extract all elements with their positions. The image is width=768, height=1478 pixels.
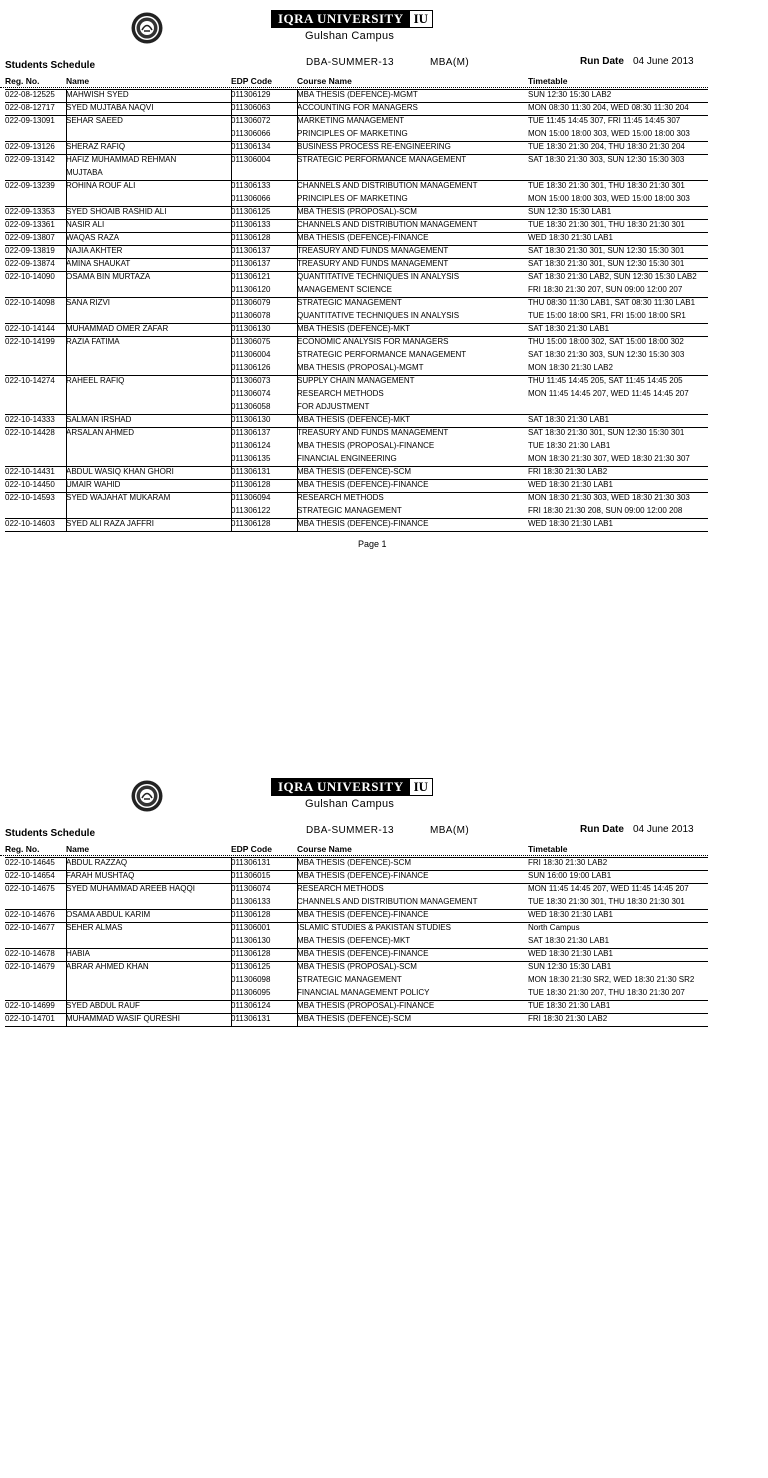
name-cell: NAJIA AKHTER	[66, 246, 123, 255]
timetable-cell: MON 18:30 21:30 303, WED 18:30 21:30 303	[528, 493, 690, 502]
reg-no-cell: 022-10-14199	[5, 337, 55, 346]
col-timetable: Timetable	[528, 844, 568, 854]
reg-no-cell: 022-10-14333	[5, 415, 55, 424]
timetable-cell: THU 15:00 18:00 302, SAT 15:00 18:00 302	[528, 337, 684, 346]
table-row	[0, 987, 708, 999]
table-row	[0, 1013, 708, 1025]
edp-code-cell: 011306063	[231, 103, 271, 112]
edp-code-cell: 011306121	[231, 272, 271, 281]
edp-code-cell: 011306074	[231, 389, 271, 398]
table-row	[0, 466, 708, 478]
name-cell: OSAMA ABDUL KARIM	[66, 910, 151, 919]
course-name-cell: TREASURY AND FUNDS MANAGEMENT	[297, 428, 449, 437]
name-cell: UMAIR WAHID	[66, 480, 121, 489]
university-title	[271, 778, 433, 796]
name-cell: SYED MUJTABA NAQVI	[66, 103, 154, 112]
edp-code-cell: 011306137	[231, 259, 271, 268]
table-row	[0, 883, 708, 895]
course-name-cell: CHANNELS AND DISTRIBUTION MANAGEMENT	[297, 220, 478, 229]
course-name-cell: MBA THESIS (PROPOSAL)-SCM	[297, 207, 417, 216]
reg-no-cell: 022-10-14654	[5, 871, 55, 880]
page-2	[0, 778, 768, 1478]
course-name-cell: MBA THESIS (DEFENCE)-FINANCE	[297, 519, 429, 528]
timetable-cell: MON 08:30 11:30 204, WED 08:30 11:30 204	[528, 103, 689, 112]
name-cell: HAFIZ MUHAMMAD REHMAN	[66, 155, 177, 164]
edp-code-cell: 011306124	[231, 441, 271, 450]
name-cell: RAZIA FATIMA	[66, 337, 120, 346]
timetable-cell: FRI 18:30 21:30 207, SUN 09:00 12:00 207	[528, 285, 683, 294]
page-1	[0, 10, 768, 710]
table-row	[0, 271, 708, 283]
timetable-cell: TUE 18:30 21:30 LAB1	[528, 1001, 611, 1010]
course-name-cell: STRATEGIC MANAGEMENT	[297, 975, 402, 984]
timetable-cell: TUE 18:30 21:30 301, THU 18:30 21:30 301	[528, 181, 685, 190]
timetable-cell: TUE 18:30 21:30 LAB1	[528, 441, 611, 450]
timetable-cell: TUE 18:30 21:30 204, THU 18:30 21:30 204	[528, 142, 685, 151]
course-name-cell: MBA THESIS (DEFENCE)-SCM	[297, 858, 412, 867]
course-name-cell: MBA THESIS (DEFENCE)-MKT	[297, 415, 411, 424]
name-cell: NASIR ALI	[66, 220, 105, 229]
course-name-cell: TREASURY AND FUNDS MANAGEMENT	[297, 259, 449, 268]
reg-no-cell: 022-10-14428	[5, 428, 55, 437]
table-row	[0, 232, 708, 244]
edp-code-cell: 011306128	[231, 949, 271, 958]
edp-code-cell: 011306098	[231, 975, 271, 984]
timetable-cell: WED 18:30 21:30 LAB1	[528, 233, 613, 242]
course-name-cell: STRATEGIC PERFORMANCE MANAGEMENT	[297, 350, 467, 359]
table-row	[0, 193, 708, 205]
timetable-cell: SUN 12:30 15:30 LAB1	[528, 962, 612, 971]
timetable-cell: MON 18:30 21:30 SR2, WED 18:30 21:30 SR2	[528, 975, 695, 984]
table-row	[0, 141, 708, 153]
name-cell: SEHER ALMAS	[66, 923, 123, 932]
edp-code-cell: 011306131	[231, 1014, 271, 1023]
course-name-cell: BUSINESS PROCESS RE-ENGINEERING	[297, 142, 451, 151]
university-seal-logo	[131, 780, 163, 812]
timetable-cell: SAT 18:30 21:30 LAB2, SUN 12:30 15:30 LAB2	[528, 272, 697, 281]
timetable-cell: TUE 18:30 21:30 207, THU 18:30 21:30 207	[528, 988, 685, 997]
table-row	[0, 245, 708, 257]
reg-no-cell: 022-10-14678	[5, 949, 55, 958]
edp-code-cell: 011306122	[231, 506, 271, 515]
university-name: IQRA UNIVERSITY	[272, 779, 410, 795]
timetable-cell: MON 15:00 18:00 303, WED 15:00 18:00 303	[528, 194, 690, 203]
edp-code-cell: 011306134	[231, 142, 271, 151]
table-row	[0, 1000, 708, 1012]
university-abbr: IU	[410, 779, 432, 795]
edp-code-cell: 011306128	[231, 233, 271, 242]
campus-name: Gulshan Campus	[305, 798, 395, 810]
degree-code: MBA(M)	[430, 57, 470, 68]
timetable-cell: MON 18:30 21:30 307, WED 18:30 21:30 307	[528, 454, 690, 463]
degree-code: MBA(M)	[430, 825, 470, 836]
program-code: DBA-SUMMER-13	[306, 57, 394, 68]
name-cell: SYED MUHAMMAD AREEB HAQQI	[66, 884, 195, 893]
course-name-cell: MBA THESIS (DEFENCE)-FINANCE	[297, 949, 429, 958]
table-row	[0, 154, 708, 166]
timetable-cell: WED 18:30 21:30 LAB1	[528, 910, 613, 919]
reg-no-cell: 022-10-14677	[5, 923, 55, 932]
edp-code-cell: 011306066	[231, 194, 271, 203]
timetable-cell: SUN 12:30 15:30 LAB1	[528, 207, 612, 216]
table-row	[0, 935, 708, 947]
name-cell: MUHAMMAD WASIF QURESHI	[66, 1014, 180, 1023]
reg-no-cell: 022-10-14645	[5, 858, 55, 867]
table-row	[0, 297, 708, 309]
timetable-cell: TUE 18:30 21:30 301, THU 18:30 21:30 301	[528, 897, 685, 906]
reg-no-cell: 022-09-13091	[5, 116, 55, 125]
table-row	[0, 440, 708, 452]
name-cell: SYED WAJAHAT MUKARAM	[66, 493, 171, 502]
edp-code-cell: 011306130	[231, 936, 271, 945]
reg-no-cell: 022-10-14675	[5, 884, 55, 893]
edp-code-cell: 011306124	[231, 1001, 271, 1010]
name-cell: ROHINA ROUF ALI	[66, 181, 136, 190]
timetable-cell: MON 11:45 14:45 207, WED 11:45 14:45 207	[528, 884, 689, 893]
table-row	[0, 427, 708, 439]
reg-no-cell: 022-10-14090	[5, 272, 55, 281]
edp-code-cell: 011306128	[231, 480, 271, 489]
course-name-cell: RESEARCH METHODS	[297, 493, 384, 502]
table-bottom-rule	[5, 1026, 708, 1027]
campus-name: Gulshan Campus	[305, 30, 395, 42]
col-edp-code: EDP Code	[231, 844, 272, 854]
edp-code-cell: 011306130	[231, 415, 271, 424]
course-name-cell: MBA THESIS (DEFENCE)-FINANCE	[297, 910, 429, 919]
col-timetable: Timetable	[528, 76, 568, 86]
table-row	[0, 388, 708, 400]
reg-no-cell: 022-10-14274	[5, 376, 55, 385]
timetable-cell: SAT 18:30 21:30 301, SUN 12:30 15:30 301	[528, 428, 685, 437]
col-name: Name	[66, 76, 90, 86]
timetable-cell: MON 15:00 18:00 303, WED 15:00 18:00 303	[528, 129, 690, 138]
table-row	[0, 336, 708, 348]
table-row	[0, 89, 708, 101]
course-name-cell: RESEARCH METHODS	[297, 389, 384, 398]
table-row	[0, 206, 708, 218]
timetable-cell: FRI 18:30 21:30 LAB2	[528, 1014, 608, 1023]
run-date-label: Run Date	[580, 824, 624, 835]
edp-code-cell: 011306004	[231, 155, 271, 164]
table-row	[0, 180, 708, 192]
edp-code-cell: 011306001	[231, 923, 271, 932]
timetable-cell: MON 11:45 14:45 207, WED 11:45 14:45 207	[528, 389, 689, 398]
course-name-cell: MBA THESIS (DEFENCE)-MGMT	[297, 90, 418, 99]
timetable-cell: FRI 18:30 21:30 LAB2	[528, 858, 608, 867]
table-row	[0, 909, 708, 921]
timetable-cell: North Campus	[528, 923, 580, 932]
table-row	[0, 349, 708, 361]
table-row	[0, 414, 708, 426]
name-cell: MAHWISH SYED	[66, 90, 129, 99]
course-name-cell: MBA THESIS (DEFENCE)-FINANCE	[297, 233, 429, 242]
name-cell: SYED SHOAIB RASHID ALI	[66, 207, 167, 216]
edp-code-cell: 011306066	[231, 129, 271, 138]
timetable-cell: TUE 18:30 21:30 301, THU 18:30 21:30 301	[528, 220, 685, 229]
university-seal-logo	[131, 12, 163, 44]
table-row	[0, 922, 708, 934]
col-course-name: Course Name	[297, 76, 352, 86]
course-name-cell: MBA THESIS (PROPOSAL)-FINANCE	[297, 441, 435, 450]
course-name-cell: MBA THESIS (DEFENCE)-FINANCE	[297, 480, 429, 489]
table-row	[0, 896, 708, 908]
course-name-cell: RESEARCH METHODS	[297, 884, 384, 893]
edp-code-cell: 011306125	[231, 962, 271, 971]
course-name-cell: PRINCIPLES OF MARKETING	[297, 129, 408, 138]
reg-no-cell: 022-10-14676	[5, 910, 55, 919]
edp-code-cell: 011306058	[231, 402, 271, 411]
reg-no-cell: 022-10-14450	[5, 480, 55, 489]
course-name-cell: MBA THESIS (DEFENCE)-FINANCE	[297, 871, 429, 880]
col-reg-no: Reg. No.	[5, 76, 40, 86]
col-edp-code: EDP Code	[231, 76, 272, 86]
edp-code-cell: 011306074	[231, 884, 271, 893]
reg-no-cell: 022-08-12525	[5, 90, 55, 99]
name-cell: SALMAN IRSHAD	[66, 415, 132, 424]
course-name-cell: MARKETING MANAGEMENT	[297, 116, 405, 125]
timetable-cell: THU 11:45 14:45 205, SAT 11:45 14:45 205	[528, 376, 683, 385]
reg-no-cell: 022-09-13361	[5, 220, 55, 229]
edp-code-cell: 011306075	[231, 337, 271, 346]
report-title: Students Schedule	[5, 60, 96, 71]
course-name-cell: FINANCIAL ENGINEERING	[297, 454, 397, 463]
edp-code-cell: 011306120	[231, 285, 271, 294]
reg-no-cell: 022-10-14098	[5, 298, 55, 307]
table-row	[0, 102, 708, 114]
reg-no-cell: 022-10-14593	[5, 493, 55, 502]
edp-code-cell: 011306094	[231, 493, 271, 502]
course-name-cell: MBA THESIS (DEFENCE)-MKT	[297, 936, 411, 945]
course-name-cell: CHANNELS AND DISTRIBUTION MANAGEMENT	[297, 897, 478, 906]
edp-code-cell: 011306125	[231, 207, 271, 216]
edp-code-cell: 011306128	[231, 519, 271, 528]
name-cell: SHERAZ RAFIQ	[66, 142, 126, 151]
name-cell: MUHAMMAD OMER ZAFAR	[66, 324, 169, 333]
course-name-cell: MANAGEMENT SCIENCE	[297, 285, 392, 294]
timetable-cell: WED 18:30 21:30 LAB1	[528, 519, 613, 528]
run-date-value: 04 June 2013	[633, 56, 694, 67]
run-date-label: Run Date	[580, 56, 624, 67]
course-name-cell: ACCOUNTING FOR MANAGERS	[297, 103, 418, 112]
table-row	[0, 870, 708, 882]
name-cell: HABIA	[66, 949, 91, 958]
edp-code-cell: 011306137	[231, 246, 271, 255]
run-date-value: 04 June 2013	[633, 824, 694, 835]
edp-code-cell: 011306004	[231, 350, 271, 359]
course-name-cell: MBA THESIS (PROPOSAL)-MGMT	[297, 363, 424, 372]
university-abbr: IU	[410, 11, 432, 27]
table-row	[0, 375, 708, 387]
column-header-row	[0, 843, 708, 856]
edp-code-cell: 011306133	[231, 181, 271, 190]
table-row	[0, 857, 708, 869]
column-header-row	[0, 75, 708, 88]
name-cell: RAHEEL RAFIQ	[66, 376, 125, 385]
edp-code-cell: 011306015	[231, 871, 271, 880]
name-cell: ABDUL RAZZAQ	[66, 858, 128, 867]
page-number: Page 1	[358, 539, 387, 549]
name-cell: OSAMA BIN MURTAZA	[66, 272, 151, 281]
edp-code-cell: 011306078	[231, 311, 271, 320]
timetable-cell: SAT 18:30 21:30 LAB1	[528, 936, 610, 945]
edp-code-cell: 011306126	[231, 363, 271, 372]
course-name-cell: QUANTITATIVE TECHNIQUES IN ANALYSIS	[297, 272, 460, 281]
table-row	[0, 323, 708, 335]
course-name-cell: CHANNELS AND DISTRIBUTION MANAGEMENT	[297, 181, 478, 190]
course-name-cell: FINANCIAL MANAGEMENT POLICY	[297, 988, 430, 997]
edp-code-cell: 011306133	[231, 220, 271, 229]
name-cell: ABDUL WASIQ KHAN GHORI	[66, 467, 174, 476]
name-cell: SYED ALI RAZA JAFFRI	[66, 519, 155, 528]
col-name: Name	[66, 844, 90, 854]
table-row	[0, 310, 708, 322]
timetable-cell: TUE 11:45 14:45 307, FRI 11:45 14:45 307	[528, 116, 681, 125]
edp-code-cell: 011306133	[231, 897, 271, 906]
timetable-cell: FRI 18:30 21:30 LAB2	[528, 467, 608, 476]
table-row	[0, 961, 708, 973]
timetable-cell: SAT 18:30 21:30 301, SUN 12:30 15:30 301	[528, 259, 685, 268]
course-name-cell: MBA THESIS (PROPOSAL)-SCM	[297, 962, 417, 971]
name-cell: SANA RIZVI	[66, 298, 111, 307]
name-cell: ABRAR AHMED KHAN	[66, 962, 149, 971]
col-course-name: Course Name	[297, 844, 352, 854]
edp-code-cell: 011306079	[231, 298, 271, 307]
edp-code-cell: 011306129	[231, 90, 271, 99]
table-row	[0, 974, 708, 986]
reg-no-cell: 022-10-14699	[5, 1001, 55, 1010]
report-title: Students Schedule	[5, 828, 96, 839]
name-cell: SYED ABDUL RAUF	[66, 1001, 140, 1010]
course-name-cell: STRATEGIC MANAGEMENT	[297, 298, 402, 307]
table-row	[0, 258, 708, 270]
university-title	[271, 10, 433, 28]
name-cell: AMINA SHAUKAT	[66, 259, 131, 268]
timetable-cell: SAT 18:30 21:30 301, SUN 12:30 15:30 301	[528, 246, 685, 255]
course-name-cell: ISLAMIC STUDIES & PAKISTAN STUDIES	[297, 923, 451, 932]
timetable-cell: MON 18:30 21:30 LAB2	[528, 363, 613, 372]
reg-no-cell: 022-09-13819	[5, 246, 55, 255]
edp-code-cell: 011306072	[231, 116, 271, 125]
reg-no-cell: 022-09-13807	[5, 233, 55, 242]
table-row	[0, 284, 708, 296]
table-row	[0, 479, 708, 491]
course-name-cell: ECONOMIC ANALYSIS FOR MANAGERS	[297, 337, 449, 346]
edp-code-cell: 011306131	[231, 858, 271, 867]
timetable-cell: TUE 15:00 18:00 SR1, FRI 15:00 18:00 SR1	[528, 311, 686, 320]
name-cell: MUJTABA	[66, 168, 103, 177]
timetable-cell: SAT 18:30 21:30 303, SUN 12:30 15:30 303	[528, 155, 685, 164]
course-name-cell: TREASURY AND FUNDS MANAGEMENT	[297, 246, 449, 255]
timetable-cell: SAT 18:30 21:30 LAB1	[528, 324, 610, 333]
timetable-cell: WED 18:30 21:30 LAB1	[528, 949, 613, 958]
name-cell: WAQAS RAZA	[66, 233, 120, 242]
edp-code-cell: 011306137	[231, 428, 271, 437]
reg-no-cell: 022-09-13874	[5, 259, 55, 268]
name-cell: FARAH MUSHTAQ	[66, 871, 135, 880]
course-name-cell: MBA THESIS (DEFENCE)-SCM	[297, 1014, 412, 1023]
timetable-cell: SUN 12:30 15:30 LAB2	[528, 90, 612, 99]
timetable-cell: SAT 18:30 21:30 LAB1	[528, 415, 610, 424]
program-code: DBA-SUMMER-13	[306, 825, 394, 836]
timetable-cell: FRI 18:30 21:30 208, SUN 09:00 12:00 208	[528, 506, 683, 515]
course-name-cell: MBA THESIS (PROPOSAL)-FINANCE	[297, 1001, 435, 1010]
table-bottom-rule	[5, 531, 708, 532]
reg-no-cell: 022-09-13142	[5, 155, 55, 164]
edp-code-cell: 011306128	[231, 910, 271, 919]
reg-no-cell: 022-09-13353	[5, 207, 55, 216]
name-cell: SEHAR SAEED	[66, 116, 123, 125]
course-name-cell: FOR ADJUSTMENT	[297, 402, 370, 411]
course-name-cell: QUANTITATIVE TECHNIQUES IN ANALYSIS	[297, 311, 460, 320]
timetable-cell: WED 18:30 21:30 LAB1	[528, 480, 613, 489]
table-row	[0, 362, 708, 374]
reg-no-cell: 022-09-13239	[5, 181, 55, 190]
university-name: IQRA UNIVERSITY	[272, 11, 410, 27]
timetable-cell: SUN 16:00 19:00 LAB1	[528, 871, 612, 880]
edp-code-cell: 011306131	[231, 467, 271, 476]
reg-no-cell: 022-09-13126	[5, 142, 55, 151]
reg-no-cell: 022-10-14603	[5, 519, 55, 528]
course-name-cell: STRATEGIC PERFORMANCE MANAGEMENT	[297, 155, 467, 164]
course-name-cell: MBA THESIS (DEFENCE)-MKT	[297, 324, 411, 333]
table-row	[0, 115, 708, 127]
table-row	[0, 453, 708, 465]
table-row	[0, 505, 708, 517]
table-row	[0, 492, 708, 504]
edp-code-cell: 011306095	[231, 988, 271, 997]
table-row	[0, 167, 708, 179]
name-cell: ARSALAN AHMED	[66, 428, 135, 437]
course-name-cell: MBA THESIS (DEFENCE)-SCM	[297, 467, 412, 476]
reg-no-cell: 022-10-14701	[5, 1014, 55, 1023]
edp-code-cell: 011306135	[231, 454, 271, 463]
edp-code-cell: 011306073	[231, 376, 271, 385]
table-row	[0, 948, 708, 960]
table-row	[0, 401, 708, 413]
timetable-cell: THU 08:30 11:30 LAB1, SAT 08:30 11:30 LAB1	[528, 298, 696, 307]
reg-no-cell: 022-08-12717	[5, 103, 55, 112]
timetable-cell: SAT 18:30 21:30 303, SUN 12:30 15:30 303	[528, 350, 685, 359]
table-row	[0, 219, 708, 231]
reg-no-cell: 022-10-14144	[5, 324, 55, 333]
reg-no-cell: 022-10-14679	[5, 962, 55, 971]
course-name-cell: SUPPLY CHAIN MANAGEMENT	[297, 376, 415, 385]
reg-no-cell: 022-10-14431	[5, 467, 55, 476]
col-reg-no: Reg. No.	[5, 844, 40, 854]
course-name-cell: PRINCIPLES OF MARKETING	[297, 194, 408, 203]
edp-code-cell: 011306130	[231, 324, 271, 333]
table-row	[0, 518, 708, 530]
table-row	[0, 128, 708, 140]
course-name-cell: STRATEGIC MANAGEMENT	[297, 506, 402, 515]
